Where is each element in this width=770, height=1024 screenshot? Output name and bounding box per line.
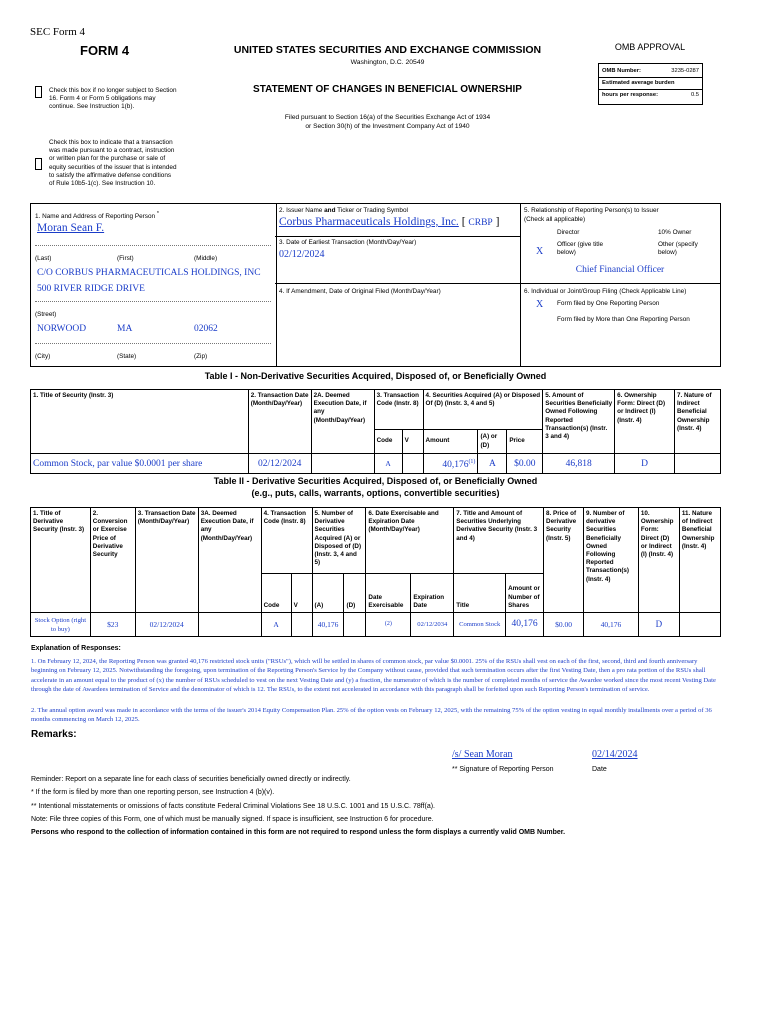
- agency-name: UNITED STATES SECURITIES AND EXCHANGE COMMISSION: [233, 44, 542, 56]
- first-label: (First): [117, 255, 134, 262]
- table2-title: [30, 475, 721, 499]
- table2-title-1: Table II - Derivative Securities Acquired, Disposed of, or Beneficially Owned: [213, 476, 538, 486]
- t2-code: A: [261, 613, 291, 637]
- t2-header-ownership-form: 10. Ownership Form: Direct (D) or Indirect (I) (Instr. 4): [638, 508, 679, 613]
- t2-header-title: 1. Title of Derivative Security (Instr. 3): [31, 508, 91, 613]
- form-title: FORM 4: [80, 43, 130, 58]
- officer-title: Chief Financial Officer: [575, 265, 665, 275]
- t2-header-underlying: 7. Title and Amount of Securities Underlying Derivative Security (Instr. 3 and 4): [454, 508, 544, 574]
- footer-omb-notice: Persons who respond to the collection of information contained in this form are not required to respond unless the form displays a currently valid OMB Number.: [31, 829, 566, 836]
- street-label: (Street): [35, 311, 57, 318]
- t2-subheader-d: (D): [344, 574, 366, 613]
- omb-hours-label: hours per response:: [602, 92, 659, 98]
- address-line-1: C/O CORBUS PHARMACEUTICALS HOLDINGS, INC: [37, 268, 261, 278]
- t2-underlying-title: Common Stock: [454, 613, 506, 637]
- issuer-line: [279, 216, 499, 228]
- box2-label-post: Ticker or Trading Symbol: [335, 207, 408, 214]
- explanation-title: Explanation of Responses:: [31, 645, 121, 652]
- box1-label: [35, 210, 159, 221]
- t2-header-conversion: 2. Conversion or Exercise Price of Derivative Security: [90, 508, 135, 613]
- footer-reminder: Reminder: Report on a separate line for each class of securities beneficially owned directly or indirectly.: [31, 776, 351, 783]
- t1-subheader-v: V: [402, 430, 423, 454]
- t2-subheader-v: V: [291, 574, 312, 613]
- footer-instruction-4: * If the form is filed by more than one reporting person, see Instruction 4 (b)(v).: [31, 789, 275, 796]
- box4-amendment: [275, 283, 521, 367]
- ticker-symbol: CRBP: [468, 218, 493, 228]
- t2-subheader-expiration: Expiration Date: [411, 574, 454, 613]
- table2-title-2: (e.g., puts, calls, warrants, options, convertible securities): [251, 488, 500, 498]
- filed-line-2: or Section 30(h) of the Investment Company Act of 1940: [305, 123, 470, 130]
- footer-misstatements: ** Intentional misstatements or omissions of facts constitute Federal Criminal Violations See 18 U.S.C. 1001 and 15 U.S.C. 78ff(a).: [31, 803, 435, 810]
- no-longer-subject-text: Check this box if no longer subject to Section 16. Form 4 or Form 5 obligations may continue. See Instruction 1(b).: [49, 87, 177, 111]
- reporting-person-name[interactable]: Moran Sean F.: [37, 222, 105, 234]
- one-person-check-mark: X: [536, 299, 544, 310]
- t1-deemed-date: [311, 454, 374, 474]
- table1: [30, 389, 721, 474]
- t1-header-date: 2. Transaction Date (Month/Day/Year): [248, 390, 311, 454]
- t1-header-ownership-form: 6. Ownership Form: Direct (D) or Indirect (I) (Instr. 4): [615, 390, 675, 454]
- t2-subheader-code: Code: [261, 574, 291, 613]
- t1-transaction-date: 02/12/2024: [248, 454, 311, 474]
- t2-expiration-date: 02/12/2034: [411, 613, 454, 637]
- box5-label-2: (Check all applicable): [524, 216, 586, 223]
- no-longer-subject-checkbox[interactable]: [35, 86, 42, 98]
- t1-code: A: [374, 454, 402, 474]
- more-reporting-person-option[interactable]: Form filed by More than One Reporting Person: [557, 316, 690, 323]
- table-row: [31, 454, 721, 474]
- officer-line-2: below): [557, 249, 576, 257]
- t1-v: [402, 454, 423, 474]
- city-value: NORWOOD: [37, 324, 87, 334]
- omb-hours-value: 0.5: [690, 92, 699, 98]
- table2: [30, 507, 721, 637]
- agency-location: Washington, D.C. 20549: [350, 59, 425, 66]
- t2-amount-owned: 40,176: [583, 613, 638, 637]
- signature-label: ** Signature of Reporting Person: [452, 766, 554, 773]
- box3-date: [275, 236, 521, 283]
- filed-pursuant: [160, 113, 615, 131]
- t1-header-amount-owned: 5. Amount of Securities Beneficially Owned Following Reported Transaction(s) (Instr. 3 and 4): [543, 390, 615, 454]
- t1-ownership-form: D: [615, 454, 675, 474]
- t1-amount-footnote[interactable]: (1): [468, 459, 476, 465]
- box2-issuer: [275, 203, 521, 237]
- t1-security-title: Common Stock, par value $0.0001 per share: [31, 454, 249, 474]
- city-label: (City): [35, 353, 51, 360]
- box6-label: 6. Individual or Joint/Group Filing (Check Applicable Line): [524, 288, 687, 295]
- ticker-close: ]: [492, 216, 500, 228]
- t2-disposed: [344, 613, 366, 637]
- statement-title: STATEMENT OF CHANGES IN BENEFICIAL OWNERSHIP: [253, 84, 522, 95]
- omb-approval-title: OMB APPROVAL: [614, 42, 686, 52]
- t1-subheader-ad: (A) or (D): [478, 430, 507, 454]
- omb-burden-label: Estimated average burden: [602, 80, 675, 86]
- t2-subheader-amount: Amount or Number of Shares: [506, 574, 544, 613]
- director-option[interactable]: Director: [557, 229, 580, 236]
- box2-label: [279, 207, 408, 215]
- t2-underlying-shares: 40,176: [506, 613, 544, 637]
- box1-reporting-person: [30, 203, 277, 367]
- t2-acquired: 40,176: [312, 613, 344, 637]
- t2-nature: [679, 613, 720, 637]
- t1-header-securities: 4. Securities Acquired (A) or Disposed Of (D) (Instr. 3, 4 and 5): [423, 390, 543, 430]
- t1-header-code: 3. Transaction Code (Instr. 8): [374, 390, 423, 430]
- issuer-name[interactable]: Corbus Pharmaceuticals Holdings, Inc.: [279, 216, 459, 228]
- zip-label: (Zip): [194, 353, 208, 360]
- t2-header-price: 8. Price of Derivative Security (Instr. 5): [544, 508, 584, 613]
- ten-percent-owner-option[interactable]: 10% Owner: [658, 229, 692, 236]
- omb-box: [598, 63, 703, 105]
- other-option[interactable]: [658, 241, 698, 257]
- t2-subheader-title: Title: [454, 574, 506, 613]
- t2-subheader-a: (A): [312, 574, 344, 613]
- table1-title: Table I - Non-Derivative Securities Acquired, Disposed of, or Beneficially Owned: [204, 371, 547, 381]
- t1-subheader-price: Price: [507, 430, 543, 454]
- t1-amount: 40,176: [442, 460, 469, 471]
- filed-line-1: Filed pursuant to Section 16(a) of the Securities Exchange Act of 1934: [284, 114, 491, 121]
- footer-note: Note: File three copies of this Form, one of which must be manually signed. If space is insufficient, see Instruction 6 for procedure.: [31, 816, 434, 823]
- t2-derivative-price: $0.00: [544, 613, 584, 637]
- t1-subheader-code: Code: [374, 430, 402, 454]
- t1-subheader-amount: Amount: [423, 430, 478, 454]
- t2-v: [291, 613, 312, 637]
- box6-filing: [520, 283, 721, 367]
- state-label: (State): [117, 353, 137, 360]
- signature-date: 02/14/2024: [592, 749, 638, 760]
- box1-label-mark: *: [156, 211, 159, 217]
- state-value: MA: [117, 324, 133, 334]
- t2-ownership-form: D: [638, 613, 679, 637]
- omb-number-value: 3235-0287: [671, 68, 699, 74]
- t1-ad: A: [478, 454, 507, 474]
- signature-date-label: Date: [592, 766, 607, 773]
- box2-label-pre: 2. Issuer Name: [279, 207, 325, 214]
- box5-relationship: [520, 203, 721, 284]
- ticker-open: [: [461, 216, 469, 228]
- t2-header-deemed: 3A. Deemed Execution Date, if any (Month/Day/Year): [198, 508, 261, 613]
- t1-header-deemed: 2A. Deemed Execution Date, if any (Month/Day/Year): [311, 390, 374, 454]
- t1-amount-cell: [423, 454, 478, 474]
- zip-value: 02062: [194, 324, 218, 334]
- t1-header-title: 1. Title of Security (Instr. 3): [31, 390, 249, 454]
- t2-header-number: 5. Number of Derivative Securities Acquired (A) or Disposed of (D) (Instr. 3, 4 and 5): [312, 508, 366, 574]
- page-label: SEC Form 4: [30, 26, 86, 38]
- box4-label: 4. If Amendment, Date of Original Filed (Month/Day/Year): [279, 288, 441, 295]
- t1-nature: [674, 454, 720, 474]
- table-row: [31, 613, 721, 637]
- signature-name[interactable]: /s/ Sean Moran: [452, 749, 513, 760]
- explanation-note-2: 2. The annual option award was made in accordance with the terms of the issuer's 2014 Equity Compensation Plan. 25% of the option vests on February 12, 2025, with the remaining 75% of the option vesting in equal monthly installments over a period of 36 months commencing on March 12, 2025.: [31, 707, 712, 724]
- t2-subheader-date-exercisable: Date Exercisable: [366, 574, 411, 613]
- t2-header-exercisable: 6. Date Exercisable and Expiration Date (Month/Day/Year): [366, 508, 454, 574]
- explanation-note-1: 1. On February 12, 2024, the Reporting Person was granted 40,176 restricted stock units ("RSUs"), which will be settled in shares of common stock, par value $0.0001. 25% of the RSUs shall vest on each of the first, second, third and fourth anniversary beginning on February 12, 2025. Notwithstanding the foregoing, upon termination of the Reporting Person's Service by the Company without cause, provided that such termination occurs after the first Vesting Date, then a pro rata portion of the RSUs shall accelerate in an amount equal to the product of (x) the number of RSUs scheduled to vest on the next Vesting Date and (y) a fraction, the numerator of which is the number of completed months of service the Awardee worked since the most recent Vesting Date through the date of Awardees termination of Service and the denominator of which is 12. The RSUs, to the extent not accelerated in accordance with this paragraph shall be forfeited upon such Reporting Person's termination of service.: [31, 658, 716, 694]
- t2-header-owned: 9. Number of derivative Securities Beneficially Owned Following Reported Transaction(s) (Instr. 4): [583, 508, 638, 613]
- omb-number-label: OMB Number:: [602, 68, 641, 74]
- one-reporting-person-option[interactable]: Form filed by One Reporting Person: [557, 300, 660, 307]
- earliest-transaction-date: 02/12/2024: [279, 249, 325, 260]
- officer-line-1: Officer (give title: [557, 241, 604, 248]
- t2-header-code: 4. Transaction Code (Instr. 8): [261, 508, 312, 574]
- remarks-title: Remarks:: [31, 729, 77, 740]
- rule-10b5-text: Check this box to indicate that a transaction was made pursuant to a contract, instruction or written plan for the purchase or sale of equity securities of the issuer that is intended to satisfy the affirmative defense conditions of Rule 10b5-1(c). See Instruction 10.: [49, 139, 177, 188]
- last-label: (Last): [35, 255, 52, 262]
- t2-date-exercisable[interactable]: (2): [366, 613, 411, 637]
- t1-price: $0.00: [507, 454, 543, 474]
- address-line-2: 500 RIVER RIDGE DRIVE: [37, 284, 145, 294]
- t1-amount-owned: 46,818: [543, 454, 615, 474]
- box2-label-and: and: [324, 207, 336, 214]
- t2-conversion-price: $23: [90, 613, 135, 637]
- box1-label-text: 1. Name and Address of Reporting Person: [35, 213, 156, 221]
- t2-security-title: Stock Option (right to buy): [31, 613, 91, 637]
- other-line-2: below): [658, 249, 677, 257]
- t2-header-nature: 11. Nature of Indirect Beneficial Ownership (Instr. 4): [679, 508, 720, 613]
- middle-label: (Middle): [194, 255, 218, 262]
- t2-deemed-date: [198, 613, 261, 637]
- t1-header-nature: 7. Nature of Indirect Beneficial Ownership (Instr. 4): [674, 390, 720, 454]
- box3-label: 3. Date of Earliest Transaction (Month/Day/Year): [279, 239, 417, 246]
- t2-header-date: 3. Transaction Date (Month/Day/Year): [135, 508, 198, 613]
- officer-check-mark: X: [536, 246, 544, 257]
- officer-option[interactable]: [557, 241, 603, 257]
- box5-label-1: 5. Relationship of Reporting Person(s) to Issuer: [524, 207, 659, 214]
- other-line-1: Other (specify: [658, 241, 698, 248]
- rule-10b5-checkbox[interactable]: [35, 158, 42, 170]
- t2-transaction-date: 02/12/2024: [135, 613, 198, 637]
